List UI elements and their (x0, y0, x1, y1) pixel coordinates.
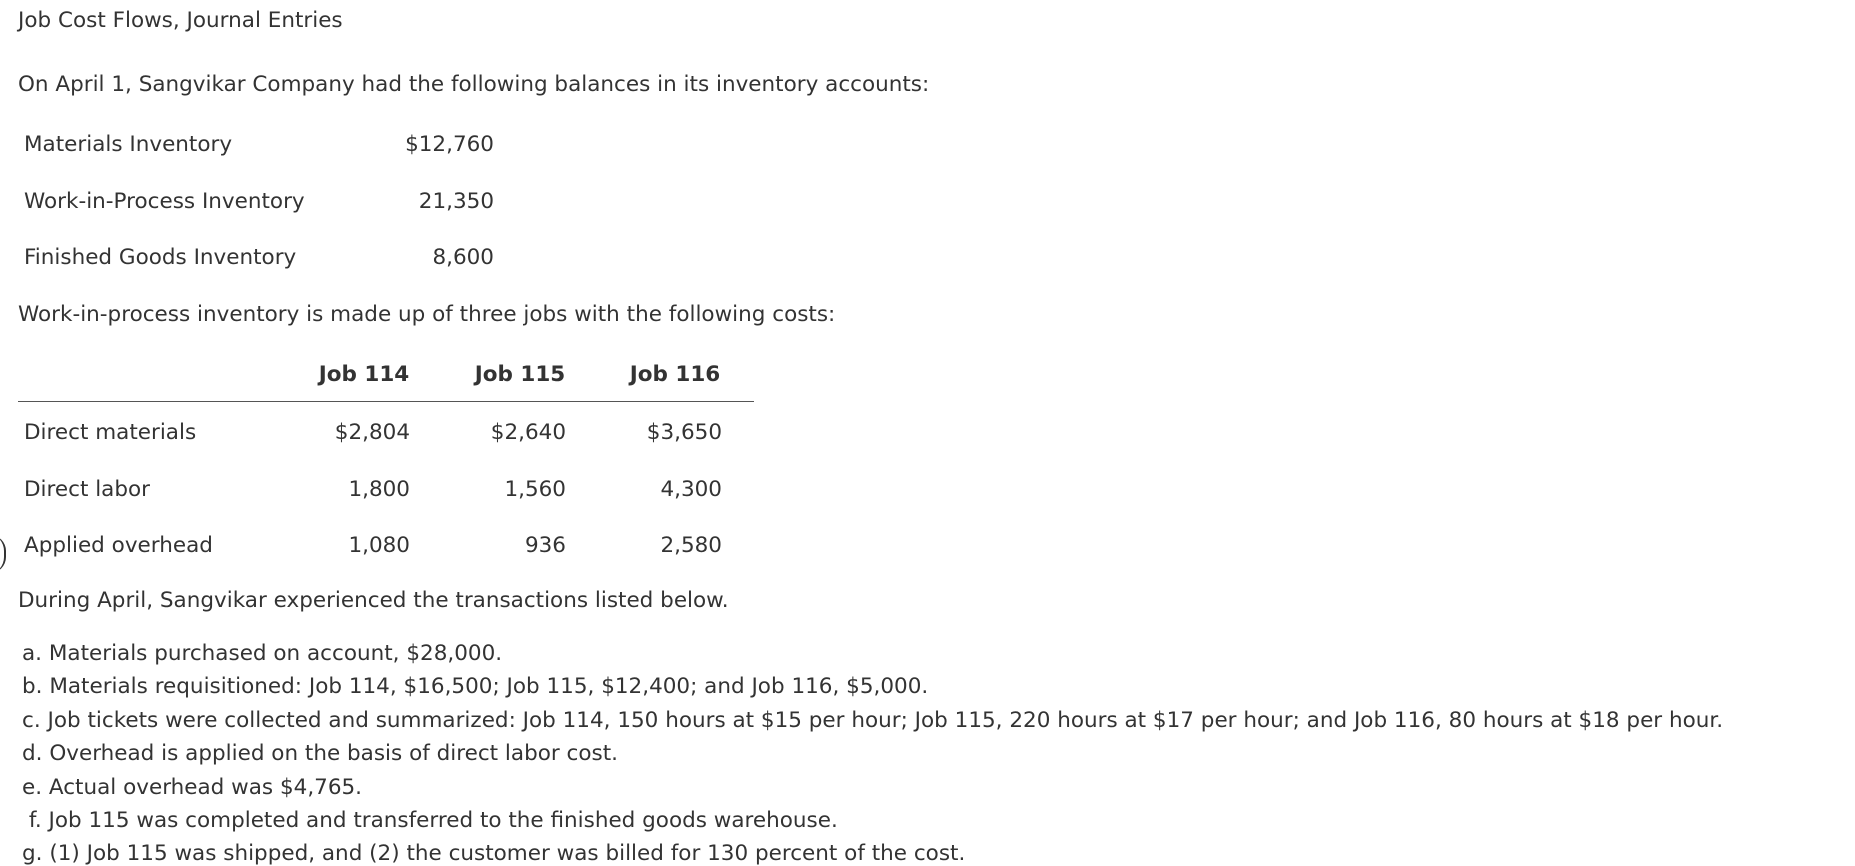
page-title: Job Cost Flows, Journal Entries (18, 8, 343, 33)
column-header-job-114: Job 114 (318, 362, 410, 387)
table-cell: 2,580 (660, 533, 722, 558)
inventory-row-finished-goods (24, 245, 494, 275)
table-header-divider (18, 401, 754, 402)
list-item: c. Job tickets were collected and summarized: Job 114, 150 hours at $15 per hour; Job 115, 220 hours at $17 per hour; and Job 116, 80 hours at $18 per hour. (22, 708, 1724, 733)
column-header-job-115: Job 115 (474, 362, 566, 387)
list-item: f. Job 115 was completed and transferred to the finished goods warehouse. (22, 808, 838, 833)
table-cell: $2,804 (334, 420, 410, 445)
list-item: g. (1) Job 115 was shipped, and (2) the customer was billed for 130 percent of the cost. (22, 841, 966, 866)
row-label-direct-labor: Direct labor (24, 477, 150, 502)
inventory-label: Materials Inventory (24, 132, 233, 157)
table-cell: 936 (524, 533, 566, 558)
inventory-label: Work-in-Process Inventory (24, 189, 305, 214)
list-item: e. Actual overhead was $4,765. (22, 775, 363, 800)
table-cell: 1,800 (348, 477, 410, 502)
inventory-value: 8,600 (432, 245, 494, 270)
table-cell: $3,650 (646, 420, 722, 445)
intro-text: On April 1, Sangvikar Company had the following balances in its inventory accounts: (18, 72, 930, 97)
list-item: a. Materials purchased on account, $28,000. (22, 641, 503, 666)
inventory-value: 21,350 (418, 189, 494, 214)
table-cell: $2,640 (490, 420, 566, 445)
inventory-label: Finished Goods Inventory (24, 245, 297, 270)
transactions-intro-text: During April, Sangvikar experienced the transactions listed below. (18, 588, 729, 613)
table-cell: 1,560 (504, 477, 566, 502)
row-label-direct-materials: Direct materials (24, 420, 197, 445)
inventory-row-wip (24, 189, 494, 219)
column-header-job-116: Job 116 (629, 362, 721, 387)
wip-intro-text: Work-in-process inventory is made up of three jobs with the following costs: (18, 302, 836, 327)
table-cell: 4,300 (660, 477, 722, 502)
table-cell: 1,080 (348, 533, 410, 558)
inventory-row-materials (24, 132, 494, 162)
inventory-value: $12,760 (405, 132, 494, 157)
list-item: b. Materials requisitioned: Job 114, $16,500; Job 115, $12,400; and Job 116, $5,000. (22, 674, 929, 699)
list-item: d. Overhead is applied on the basis of direct labor cost. (22, 741, 618, 766)
row-label-applied-overhead: Applied overhead (24, 533, 213, 558)
page-edge-marker (0, 535, 6, 573)
